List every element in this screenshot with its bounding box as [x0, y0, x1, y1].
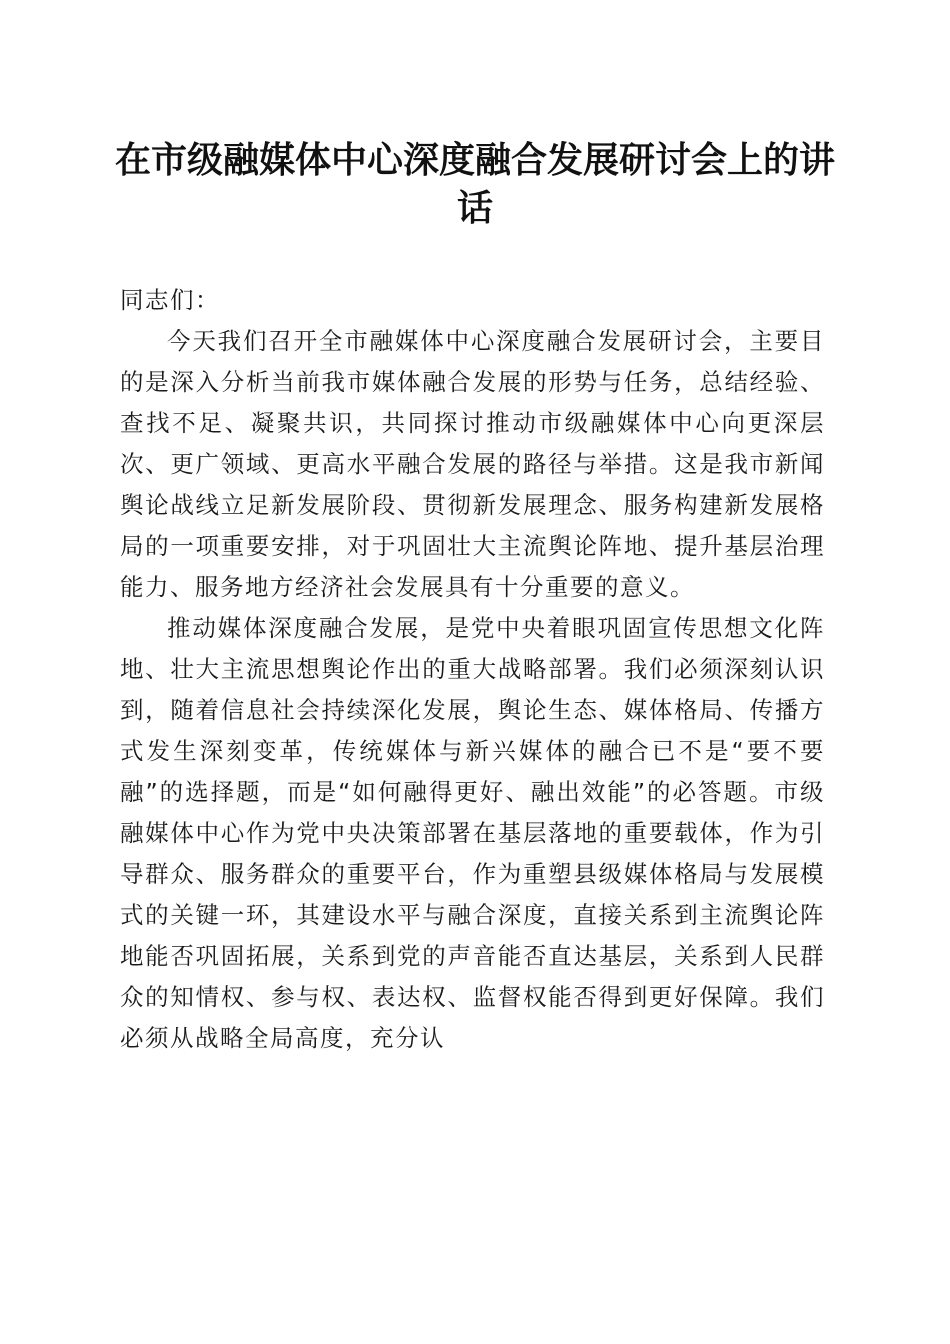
document-title: 在市级融媒体中心深度融合发展研讨会上的讲话 [114, 139, 835, 229]
document-body [120, 280, 825, 1059]
paragraph-2: 推动媒体深度融合发展，是党中央着眼巩固宣传思想文化阵地、壮大主流思想舆论作出的重大战略部署。我们必须深刻认识到，随着信息社会持续深化发展，舆论生态、媒体格局、传播方式发生深刻变革，传统媒体与新兴媒体的融合已不是“要不要融”的选择题，而是“如何融得更好、融出效能”的必答题。市级融媒体中心作为党中央决策部署在基层落地的重要载体，作为引导群众、服务群众的重要平台，作为重塑县级媒体格局与发展模式的关键一环，其建设水平与融合深度，直接关系到主流舆论阵地能否巩固拓展，关系到党的声音能否直达基层，关系到人民群众的知情权、参与权、表达权、监督权能否得到更好保障。我们必须从战略全局高度，充分认 [120, 614, 825, 1052]
salutation: 同志们： [120, 286, 220, 314]
paragraph-1: 今天我们召开全市融媒体中心深度融合发展研讨会，主要目的是深入分析当前我市媒体融合发展的形势与任务，总结经验、查找不足、凝聚共识，共同探讨推动市级融媒体中心向更深层次、更广领域、更高水平融合发展的路径与举措。这是我市新闻舆论战线立足新发展阶段、贯彻新发展理念、服务构建新发展格局的一项重要安排，对于巩固壮大主流舆论阵地、提升基层治理能力、服务地方经济社会发展具有十分重要的意义。 [120, 327, 825, 601]
